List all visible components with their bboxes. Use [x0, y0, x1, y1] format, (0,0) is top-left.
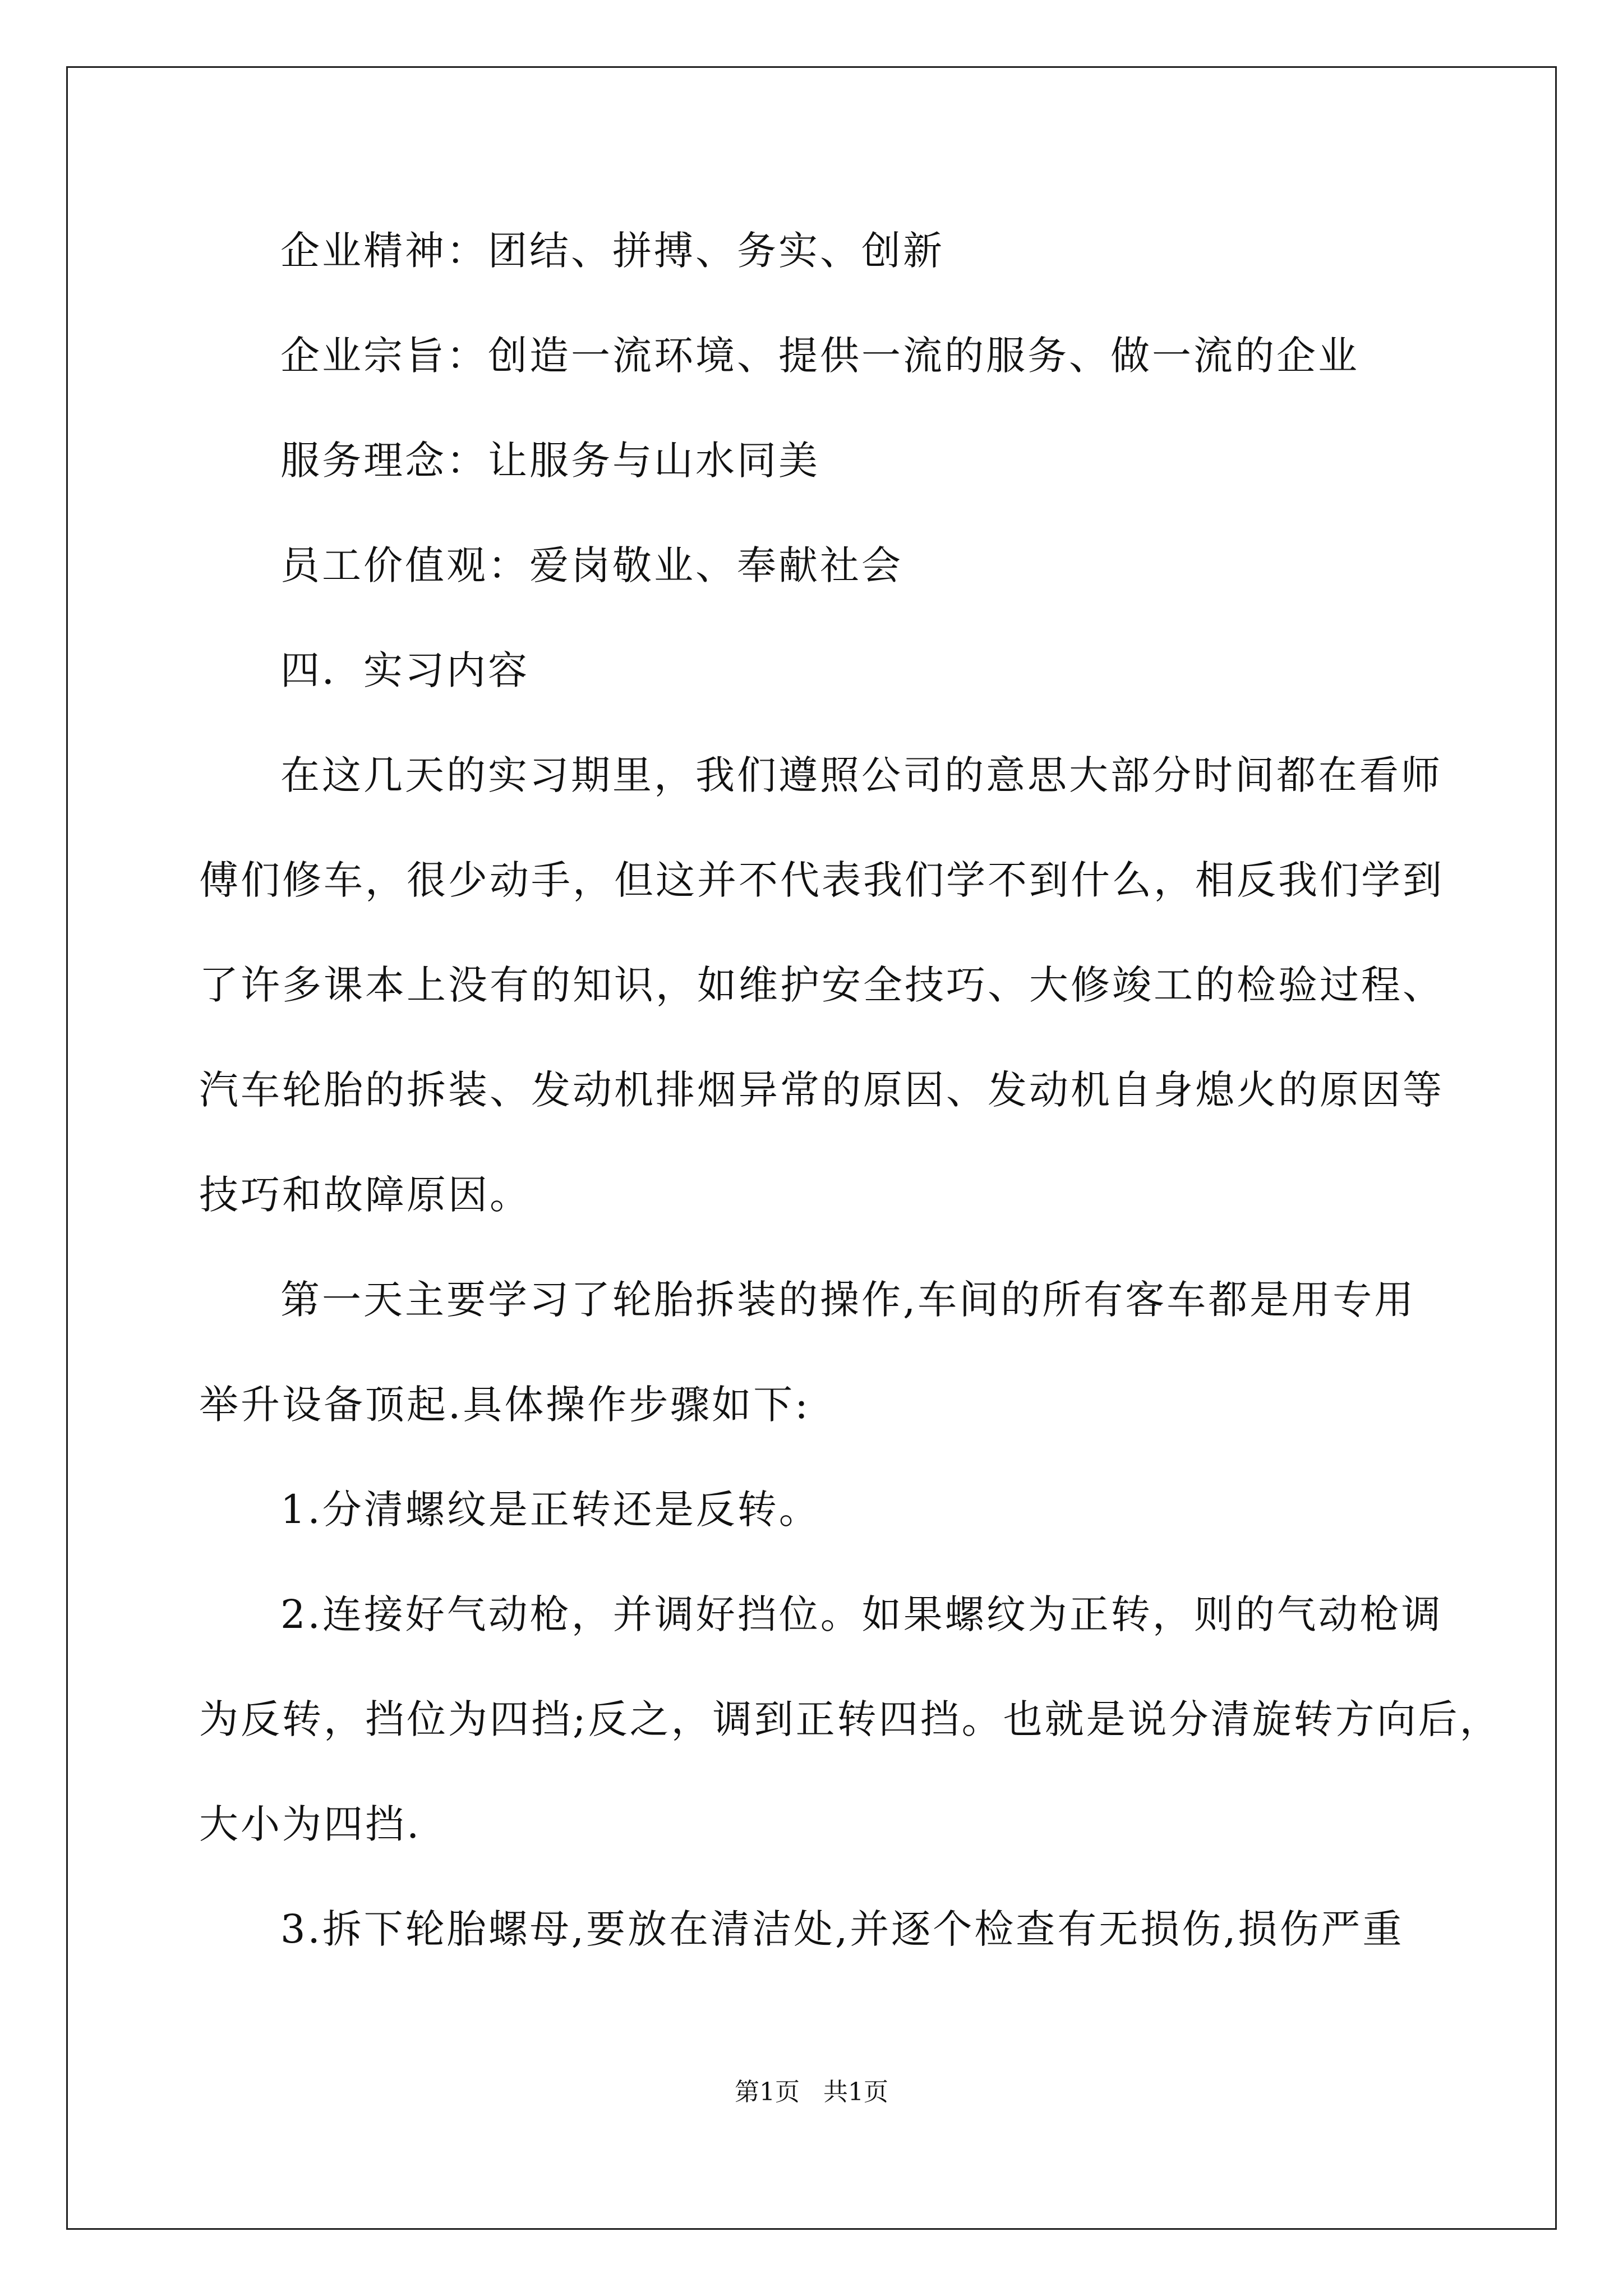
step-item-3: 3.拆下轮胎螺母,要放在清洁处,并逐个检查有无损伤,损伤严重 [280, 1906, 1404, 1952]
paragraph-line: 傅们修车，很少动手，但这并不代表我们学不到什么，相反我们学到 [199, 857, 1444, 903]
step-item-1: 1.分清螺纹是正转还是反转。 [280, 1487, 820, 1533]
text-line-enterprise-spirit: 企业精神：团结、拼搏、务实、创新 [280, 228, 944, 274]
paragraph-line: 了许多课本上没有的知识，如维护安全技巧、大修竣工的检验过程、 [199, 962, 1444, 1008]
paragraph-line: 举升设备顶起.具体操作步骤如下: [199, 1382, 810, 1428]
step-item-2: 2.连接好气动枪，并调好挡位。如果螺纹为正转，则的气动枪调 [280, 1591, 1443, 1637]
paragraph-line: 汽车轮胎的拆装、发动机排烟异常的原因、发动机自身熄火的原因等 [199, 1067, 1444, 1113]
text-line-enterprise-purpose: 企业宗旨：创造一流环境、提供一流的服务、做一流的企业 [280, 333, 1359, 379]
paragraph-line: 为反转，挡位为四挡;反之，调到正转四挡。也就是说分清旋转方向后， [199, 1696, 1501, 1742]
page-number-footer: 第1页 共1页 [735, 2078, 888, 2106]
text-line-service-concept: 服务理念：让服务与山水同美 [280, 438, 820, 484]
paragraph-line: 大小为四挡. [199, 1801, 422, 1847]
paragraph-line: 技巧和故障原因。 [199, 1172, 531, 1218]
section-heading-internship-content: 四．实习内容 [280, 647, 529, 693]
paragraph-line: 第一天主要学习了轮胎拆装的操作,车间的所有客车都是用专用 [280, 1277, 1416, 1323]
paragraph-line: 在这几天的实习期里，我们遵照公司的意思大部分时间都在看师 [280, 752, 1442, 798]
text-line-employee-values: 员工价值观：爱岗敬业、奉献社会 [280, 542, 903, 588]
